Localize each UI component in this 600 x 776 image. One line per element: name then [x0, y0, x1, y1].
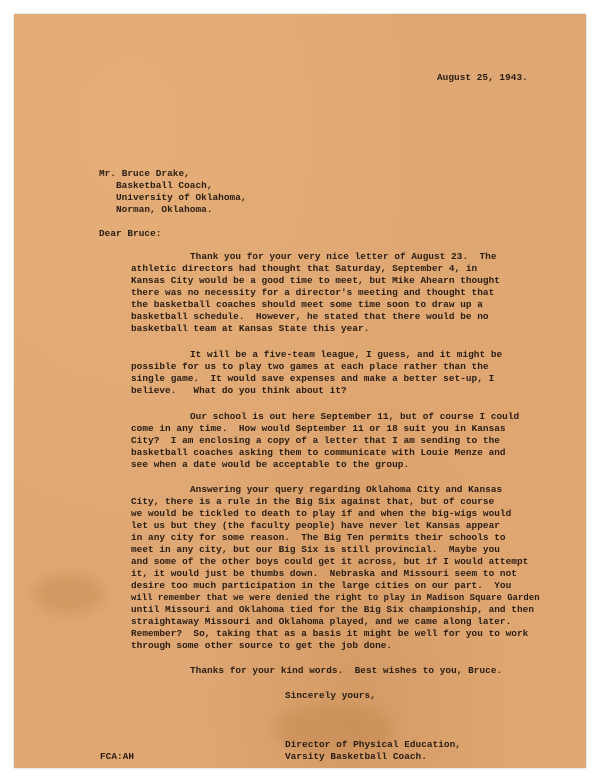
- body-line: it, it would just be thumbs down. Nebraska and Missouri seem to not: [131, 568, 517, 579]
- body-line: until Missouri and Oklahoma tied for the Big Six championship, and then: [131, 604, 534, 615]
- typist-initials: FCA:AH: [100, 751, 135, 762]
- body-line: basketball team at Kansas State this year.: [131, 323, 370, 334]
- address-line: Mr. Bruce Drake,: [99, 168, 190, 179]
- body-line: we would be tickled to death to play if and when the big-wigs would: [131, 508, 512, 519]
- body-line: in any city for some reason. The Big Ten permits their schools to: [131, 532, 506, 543]
- address-line: Basketball Coach,: [116, 180, 213, 191]
- body-line: City? I am enclosing a copy of a letter that I am sending to the: [131, 435, 500, 446]
- salutation: Dear Bruce:: [99, 228, 162, 239]
- letter-date: August 25, 1943.: [437, 72, 528, 83]
- body-line: straightaway Missouri and Oklahoma played, and we came along later.: [131, 616, 512, 627]
- signature-title: Varsity Basketball Coach.: [285, 751, 427, 762]
- body-line: basketball schedule. However, he stated that there would be no: [131, 311, 489, 322]
- body-line: there was no necessity for a director's meeting and thought that: [131, 287, 495, 298]
- body-line: let us but they (the faculty people) have never let Kansas appear: [131, 520, 500, 531]
- body-line: It will be a five-team league, I guess, and it might be: [190, 349, 503, 360]
- body-line: Answering your query regarding Oklahoma City and Kansas: [190, 484, 503, 495]
- body-line: meet in any city, but our Big Six is still provincial. Maybe you: [131, 544, 500, 555]
- address-line: Norman, Oklahoma.: [116, 204, 213, 215]
- closing: Sincerely yours,: [285, 690, 376, 701]
- body-line: see when a date would be acceptable to the group.: [131, 459, 410, 470]
- body-line: believe. What do you think about it?: [131, 385, 347, 396]
- body-line: and some of the other boys could get it across, but if I would attempt: [131, 556, 529, 567]
- body-line: will remember that we were denied the right to play in Madison Square Garden: [131, 593, 540, 603]
- body-line: athletic directors had thought that Saturday, September 4, in: [131, 263, 478, 274]
- paper-stain: [34, 574, 104, 614]
- body-line: desire too much participation in the large cities on our part. You: [131, 580, 512, 591]
- body-line: Thanks for your kind words. Best wishes to you, Bruce.: [190, 665, 503, 676]
- body-line: come in any time. How would September 11 or 18 suit you in Kansas: [131, 423, 506, 434]
- body-line: single game. It would save expenses and make a better set-up, I: [131, 373, 495, 384]
- body-line: basketball coaches asking them to communicate with Louie Menze and: [131, 447, 506, 458]
- body-line: possible for us to play two games at each place rather than the: [131, 361, 489, 372]
- address-line: University of Oklahoma,: [116, 192, 247, 203]
- body-line: Thank you for your very nice letter of August 23. The: [190, 251, 497, 262]
- body-line: Kansas City would be a good time to meet, but Mike Ahearn thought: [131, 275, 500, 286]
- body-line: Remember? So, taking that as a basis it might be well for you to work: [131, 628, 529, 639]
- body-line: through some other source to get the job done.: [131, 640, 393, 651]
- body-line: Our school is out here September 11, but of course I could: [190, 411, 520, 422]
- body-line: the basketball coaches should meet some time soon to draw up a: [131, 299, 483, 310]
- body-line: City, there is a rule in the Big Six against that, but of course: [131, 496, 495, 507]
- signature-title: Director of Physical Education,: [285, 739, 461, 750]
